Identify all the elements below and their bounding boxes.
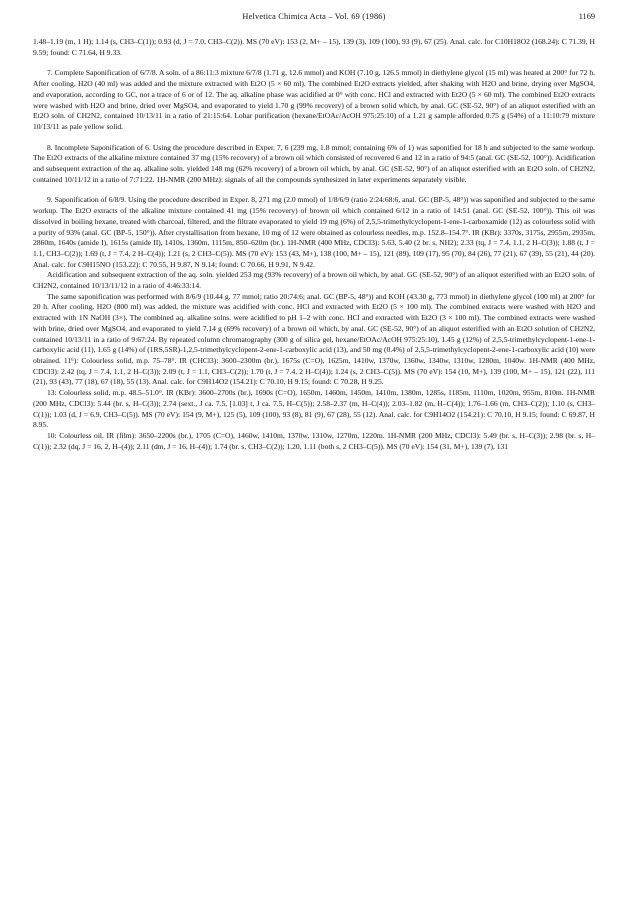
article-body	[33, 37, 595, 452]
journal-page	[33, 12, 595, 452]
paragraph-incomplete-saponification: 8. Incomplete Saponification of 6. Using the procedure described in Exper. 7, 6 (239 mg, 1.8 mmol; containing 6% of 1) was saponified for 18 h and subjected to the same workup. The Et2O extracts of the alkaline mixture contained 37 mg (15% recovery) of a brown oil which consisted of recovered 6 and 12 in a ratio of 94:5 (anal. GC (SE-52, 100°)). Acidification and subsequent extraction of the aq. alkaline soln. yielded 148 mg (62% recovery) of a brown oil which, by anal. GC (SE-52, 90°) of an aliquot esterified with an Et2O soln. of CH2N2, contained 10/11/12 in a ratio of 7:71:22. 1H-NMR (200 MHz): signals of all the compounds synthesized in later experiments separately visible.	[33, 142, 595, 184]
page-number: 1169	[578, 12, 595, 21]
journal-title: Helvetica Chimica Acta – Vol. 69 (1986)	[242, 12, 386, 21]
paragraph-acidification: Acidification and subsequent extraction of the aq. soln. yielded 253 mg (93% recovery) of a brown oil which, by anal. GC (SE-52, 90°) of an aliquot esterified with an Et2O soln. of CH2N2, contained 10/13/11/12 in a ratio of 4:46:33:14.	[33, 270, 595, 291]
paragraph-saponification-6-8-9: 9. Saponification of 6/8/9. Using the procedure described in Exper. 8, 271 mg (2.0 mmol) of 1/8/6/9 (ratio 2:24:68:6, anal. GC (BP-5, 48°)) was saponified and subjected to the same workup. The Et2O extracts of the alkaline mixture contained 41 mg (15% recovery) of brown oil which contained 6/12 in a ratio of 14:51 (anal. GC (SE-52, 100°)). This oil was dissolved in boiling hexane, treated with charcoal, filtered, and the filtrate evaporated to yield 19 mg (6%) of 2,5,5-trimethylcyclopent-1-ene-1-carboxamide (12) as colourless solid with a purity of 93% (anal. GC (BP-5, 150°)). After crystallisation from hexane, 10 mg of 12 were obtained as colourless needles, m.p. 152.8–154.7°. IR (KBr): 3370s, 3175s, 2955m, 2935m, 2860m, 1640s (amide I), 1615s (amide II), 1410s, 1360m, 1115m, 850–620m (br.). 1H-NMR (400 MHz, CDCl3): 5.63, 5.40 (2 br. s, NH2); 2.33 (tq, J = 7.4, 1.1, 2 H–C(3)); 1.88 (t, J = 1.1, CH3–C(2)); 1.69 (t, J = 7.4, 2 H–C(4)); 1.21 (s, 2 CH3–C(5)). MS (70 eV): 153 (43, M+), 138 (100, M+ – 15), 121 (89), 109 (17), 95 (70), 84 (26), 77 (21), 67 (39), 55 (21), 44 (20). Anal. calc. for C9H15NO (153.22): C 70.55, H 9.87, N 9.14; found: C 70.66, H 9.91, N 9.42.	[33, 195, 595, 269]
paragraph-large-scale-saponification: The same saponification was performed with 8/6/9 (10.44 g, 77 mmol; ratio 20:74:6; anal. GC (BP-5, 48°)) and KOH (43.30 g, 773 mmol) in diethylene glycol (100 ml) at 200° for 20 h. After cooling, H2O (800 ml) was added, the mixture was acidified with conc. HCl and extracted with Et2O (5 × 100 ml). The combined extracts were washed with H2O and extracted with 1N NaOH (3×). The combined aq. alkaline solns. were acidified to pH 1–2 with conc. HCl and extracted with Et2O (3 × 100 ml). The combined extracts were washed with brine, dried over MgSO4, and evaporated to yield 7.14 g (69% recovery) of a brown oil which, by anal. GC (SE-52, 90°) of an aliquot esterified with an Et2O solution of CH2N2, contained 10/13/11 in a ratio of 9:67:24. By repeated column chromatography (300 g of silica gel, hexane/EtOAc/AcOH 975:25:10), 1.45 g (12%) of 2,5,5-trimethylcyclopent-1-ene-1-carboxylic acid (11), 1.65 g (14%) of (1RS,5SR)-1,2,5-trimethylcyclopent-2-ene-1-carboxylic acid (13), and 50 mg (0.4%) of 2,5,5-trimethylcyclopent-2-ene-1-carboxylic acid (10) were obtained. 11⁶): Colourless solid, m.p. 75–78°. IR (CHCl3): 3600–2300m (br.), 1675s (C=O), 1625m, 1410w, 1370w, 1360w, 1340w, 1310w, 1280m, 1040w. 1H-NMR (400 MHz, CDCl3): 2.42 (tq, J = 7.4, 1.1, 2 H–C(3)); 2.09 (t, J = 1.1, CH3–C(2)); 1.70 (t, J = 7.4, 2 H–C(4)); 1.24 (s, 2 CH3–C(5)). MS (70 eV): 154 (10, M+), 139 (100, M+ – 15), 121 (22), 111 (21), 93 (43), 77 (18), 67 (18), 55 (13). Anal. calc. for C9H14O2 (154.21): C 70.10, H 9.15; found: C 70.28, H 9.25.	[33, 291, 595, 387]
paragraph-compound-13: 13: Colourless solid, m.p. 48.5–51.0°. IR (KBr): 3600–2700s (br.), 1690s (C=O), 1650m, 1460m, 1450m, 1410m, 1380m, 1285s, 1185m, 1110m, 1020m, 955m, 810m. 1H-NMR (200 MHz, CDCl3): 5.44 (br. s, H–C(3)); 2.74 (sext., J ca. 7.5, [1.03] t, J ca. 7.5, H–C(5)); 2.58–2.37 (m, H–C(4)); 2.03–1.82 (m, H–C(4)); 1.76–1.66 (m, CH3–C(2)); 1.10 (s, CH3–C(1)); 1.03 (d, J = 6.9, CH3–C(5)). MS (70 eV): 154 (9, M+), 125 (5), 109 (100), 93 (8), 81 (9), 67 (28), 55 (12). Anal. calc. for C9H14O2 (154.21): C 70.10, H 9.15; found: C 69.87, H 8.95.	[33, 388, 595, 430]
paragraph-continued-data: 1.48–1.19 (m, 1 H); 1.14 (s, CH3–C(1)); 0.93 (d, J = 7.0, CH3–C(2)). MS (70 eV): 153 (2, M+ – 15), 139 (3), 109 (100), 93 (9), 67 (25). Anal. calc. for C10H18O2 (168.24): C 71.39, H 9.59; found: C 71.64, H 9.33.	[33, 37, 595, 57]
running-header	[33, 12, 595, 26]
paragraph-compound-10: 10: Colourless oil. IR (film): 3650–2200s (br.), 1705 (C=O), 1460w, 1410m, 1370w, 1310w, 1270m, 1220m. 1H-NMR (200 MHz, CDCl3): 5.49 (br. s, H–C(3)); 2.98 (br. s, H–C(1)); 2.32 (dq, J = 16, 2, H–(4)); 2.11 (dm, J = 16, H–(4)); 1.74 (br. s, CH3–C(2)); 1.20, 1.11 (both s, 2 CH3–C(5)). MS (70 eV): 154 (31, M+), 139 (7), 131	[33, 430, 595, 451]
paragraph-complete-saponification: 7. Complete Saponification of 6/7/8. A soln. of a 86:11:3 mixture 6/7/8 (1.71 g, 12.6 mmol) and KOH (7.10 g, 126.5 mmol) in diethylene glycol (15 ml) was heated at 200° for 72 h. After cooling, H2O (40 ml) was added and the mixture extracted with Et2O (5 × 60 ml). The combined Et2O extracts yielded, after shaking with H2O and brine, drying over MgSO4, and evaporation, according to GC, not a trace of 6 or of 12. The aq. alkaline phase was acidified at 0° with conc. HCl and extracted with Et2O (5 × 60 ml). The combined Et2O extracts were washed with H2O and brine, dried over MgSO4, and evaporated to yield 1.70 g (99% recovery) of a brown solid which, by anal. GC (SE-52, 90°) of an aliquot esterified with an Et2O soln. of CH2N2, contained 10/13/11 in a ratio of 21:15:64. Lobar purification (hexane/EtOAc/AcOH 975:25:10) of a 1.21 g sample afforded 0.75 g (54%) of a 11:10:79 mixture 10/13/11 as pale yellow solid.	[33, 68, 595, 131]
